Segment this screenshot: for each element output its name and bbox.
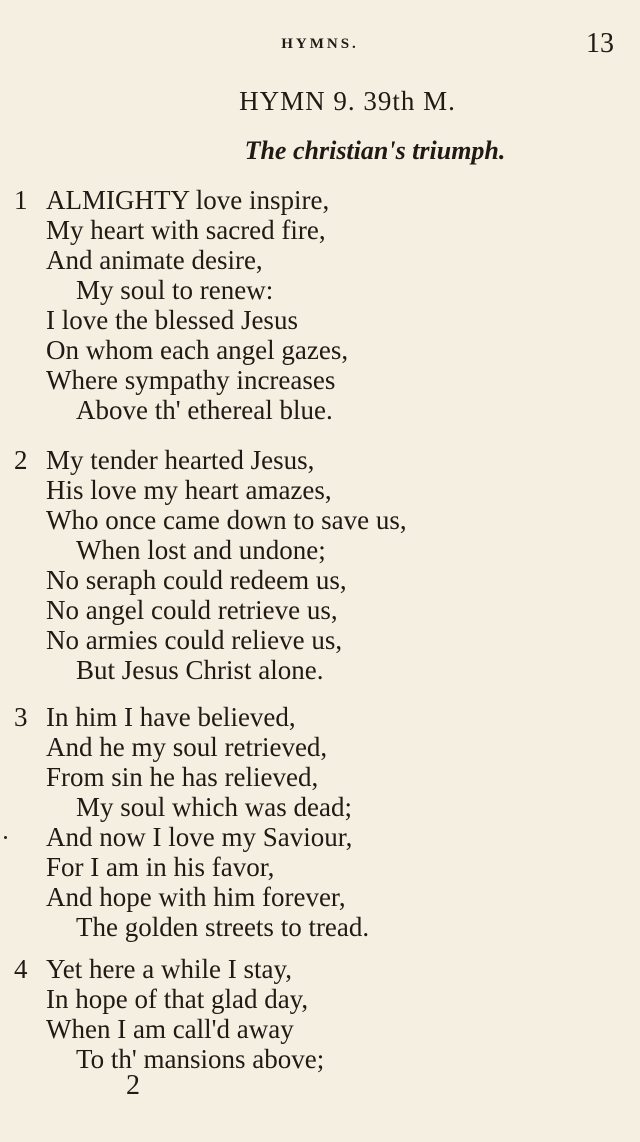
verse-line: ALMIGHTY love inspire, — [46, 185, 330, 215]
signature-mark: 2 — [126, 1070, 140, 1101]
verse-line: From sin he has relieved, — [46, 762, 319, 792]
stanza-number: 3 — [14, 702, 28, 732]
ink-speck — [4, 836, 7, 839]
verse-line: His love my heart amazes, — [46, 475, 332, 505]
page-number: 13 — [586, 28, 614, 59]
verse-line: To th' mansions above; — [76, 1044, 325, 1074]
verse-line: In hope of that glad day, — [46, 984, 309, 1014]
verse-line: No armies could relieve us, — [46, 625, 343, 655]
verse-line: No angel could retrieve us, — [46, 595, 338, 625]
hymn-subtitle: The christian's triumph. — [244, 136, 506, 165]
verse-line: For I am in his favor, — [46, 852, 275, 882]
verse-line: And he my soul retrieved, — [46, 732, 328, 762]
verse-line: And now I love my Saviour, — [46, 822, 353, 852]
verse-line: When lost and undone; — [76, 535, 326, 565]
verse-line: On whom each angel gazes, — [46, 335, 349, 365]
running-head: HYMNS. — [281, 36, 359, 52]
verse-line: When I am call'd away — [46, 1014, 294, 1044]
hymn-title: HYMN 9. 39th M. — [239, 86, 456, 116]
verse-line: The golden streets to tread. — [76, 912, 370, 942]
verse-line: My tender hearted Jesus, — [46, 445, 315, 475]
verse-line: Where sympathy increases — [46, 365, 336, 395]
verse-line: My heart with sacred fire, — [46, 215, 326, 245]
verse-line: No seraph could redeem us, — [46, 565, 347, 595]
stanza-number: 1 — [14, 185, 28, 215]
stanza-number: 2 — [14, 445, 28, 475]
verse-line: In him I have believed, — [46, 702, 296, 732]
stanza-number: 4 — [14, 954, 28, 984]
verse-line: And animate desire, — [46, 245, 263, 275]
verse-line: But Jesus Christ alone. — [76, 655, 324, 685]
verse-line: I love the blessed Jesus — [46, 305, 298, 335]
verse-line: Yet here a while I stay, — [46, 954, 292, 984]
verse-line: Who once came down to save us, — [46, 505, 407, 535]
verse-line: My soul which was dead; — [76, 792, 352, 822]
verse-line: My soul to renew: — [76, 275, 274, 305]
verse-line: Above th' ethereal blue. — [76, 395, 333, 425]
verse-line: And hope with him forever, — [46, 882, 346, 912]
